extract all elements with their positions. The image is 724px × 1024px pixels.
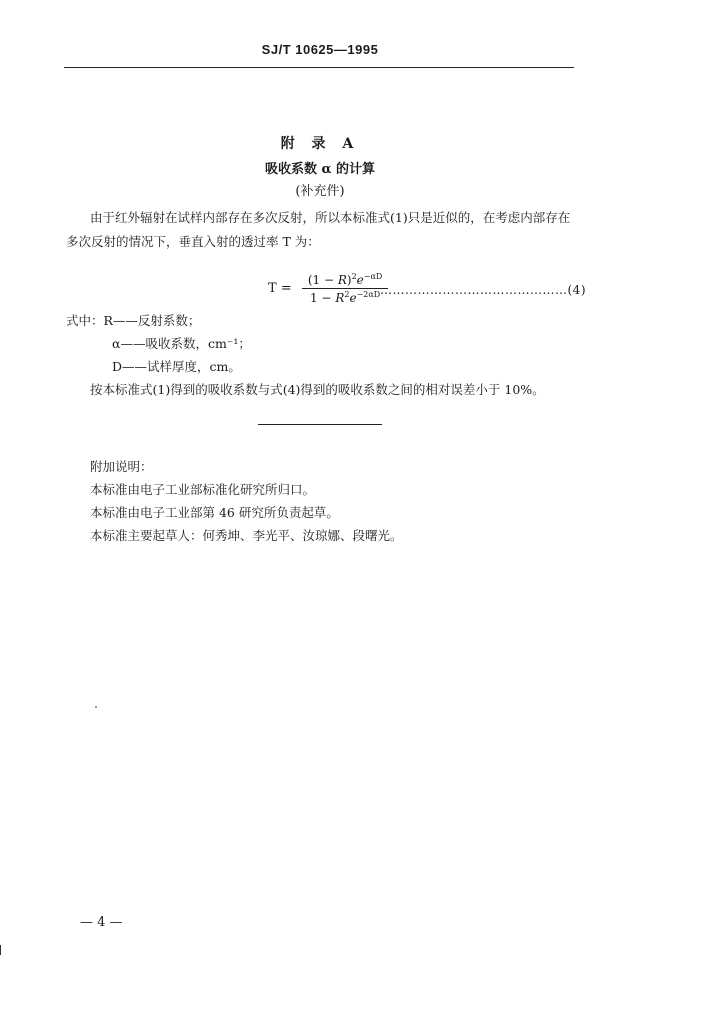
page-number: — 4 — <box>80 915 123 930</box>
where-reflection-coefficient: 式中：R——反射系数； <box>66 313 201 328</box>
transmittance-formula <box>268 272 388 305</box>
appendix-title: 吸收系数 α 的计算 <box>264 162 376 177</box>
absorption-coefficient-definition: α——吸收系数，cm⁻¹； <box>112 336 251 351</box>
note-line-3: 本标准主要起草人：何秀坤、李光平、汝琼娜、段曙光。 <box>90 528 403 543</box>
note-line-2: 本标准由电子工业部第 46 研究所负责起草。 <box>90 505 339 520</box>
notes-heading: 附加说明： <box>90 459 153 474</box>
note-line-1: 本标准由电子工业部标准化研究所归口。 <box>90 482 316 497</box>
appendix-subtitle: (补充件) <box>295 184 345 199</box>
formula-fraction <box>302 272 388 305</box>
scan-edge-mark <box>0 945 1 955</box>
standard-number-header: SJ/T 10625—1995 <box>261 42 379 57</box>
appendix-label: 附 录 A <box>280 136 360 152</box>
formula-denominator: $1 - R^2e^{-2\alpha D}$ <box>309 290 381 305</box>
header-rule <box>64 67 574 68</box>
formula-lhs: T = <box>268 281 292 296</box>
conclusion-paragraph: 按本标准式(1)得到的吸收系数与式(4)得到的吸收系数之间的相对误差小于 10%。 <box>90 382 545 397</box>
body-paragraph-line-1: 由于红外辐射在试样内部存在多次反射，所以本标准式(1)只是近似的，在考虑内部存在 <box>90 210 571 225</box>
formula-number-leader: ………………………………………(4) <box>380 283 586 297</box>
formula-numerator: $(1 - R)^2e^{-\alpha D}$ <box>302 272 388 289</box>
body-paragraph-line-2: 多次反射的情况下，垂直入射的透过率 T 为： <box>66 234 320 249</box>
thickness-definition: D——试样厚度，cm。 <box>112 359 241 374</box>
section-divider <box>258 424 382 425</box>
scan-speck <box>95 706 97 708</box>
